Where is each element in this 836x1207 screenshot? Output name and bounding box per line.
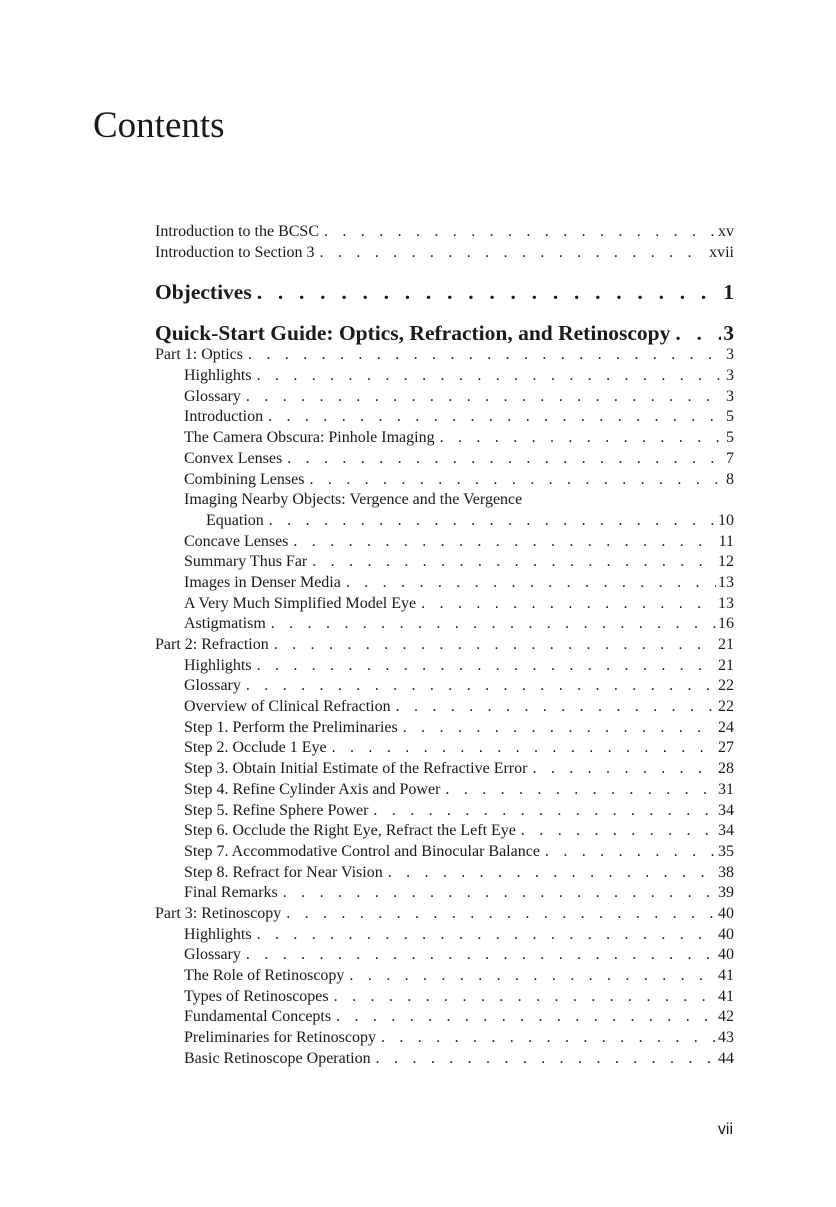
toc-entry-page: 43 [718,1029,734,1047]
toc-entry-title: Glossary [184,677,241,695]
toc-entry-quickstart[interactable] [155,321,734,345]
toc-entry-page: 40 [718,904,734,922]
dot-leader [304,470,724,491]
dot-leader [341,573,716,594]
dot-leader [527,759,716,780]
toc-subentry[interactable] [155,449,734,470]
toc-subentry[interactable] [155,470,734,491]
toc-entry-page: 24 [718,718,734,736]
toc-entry-objectives[interactable] [155,280,734,304]
dot-leader [282,449,724,470]
toc-entry-title: Part 3: Retinoscopy [155,904,282,922]
toc-entry-page: 16 [718,615,734,633]
toc-subentry[interactable] [155,759,734,780]
toc-entry-title: Step 7. Accommodative Control and Binocular Balance [184,842,540,860]
toc-entry-page: 40 [718,925,734,943]
dot-leader [264,511,716,532]
dot-leader [516,821,716,842]
toc-entry-page: 39 [718,884,734,902]
dot-leader [376,1028,716,1049]
dot-leader [243,345,724,366]
toc-entry-page: 34 [718,822,734,840]
dot-leader [368,801,716,822]
toc-entry-intro-section[interactable] [155,243,734,264]
toc-entry-title: Fundamental Concepts [184,1008,332,1026]
table-of-contents [155,222,734,1069]
toc-entry-part2[interactable] [155,635,734,656]
toc-subentry[interactable] [155,552,734,573]
toc-entry-page: 40 [718,946,734,964]
dot-leader [288,532,716,553]
dot-leader [252,366,724,387]
toc-entry-page: 12 [718,553,734,571]
toc-entry-page: 41 [718,987,734,1005]
toc-entry-page: 3 [726,387,734,405]
toc-subentry[interactable] [155,780,734,801]
toc-subentry[interactable] [155,1028,734,1049]
dot-leader [315,243,708,264]
toc-entry-title: Imaging Nearby Objects: Vergence and the Vergence [184,491,523,509]
toc-subentry[interactable] [155,594,734,615]
dot-leader [416,594,716,615]
toc-entry-title: Highlights [184,367,252,385]
toc-entry-page: 3 [726,346,734,364]
toc-entry-title: Final Remarks [184,884,278,902]
toc-entry-title: Step 1. Perform the Preliminaries [184,718,398,736]
toc-entry-page: 1 [723,280,734,305]
toc-entry-page: 11 [718,532,734,550]
dot-leader [435,428,724,449]
toc-entry-title: Glossary [184,946,241,964]
toc-subentry[interactable] [155,573,734,594]
toc-entry-title: A Very Much Simplified Model Eye [184,594,417,612]
dot-leader [269,635,716,656]
toc-entry-title: Astigmatism [184,615,266,633]
toc-entry-page: 8 [726,470,734,488]
toc-entry-page: 10 [718,511,734,529]
toc-entry-title: Step 3. Obtain Initial Estimate of the Refractive Error [184,760,528,778]
dot-leader [344,966,716,987]
toc-subentry[interactable] [155,366,734,387]
toc-entry-page: 35 [718,842,734,860]
toc-subentry-continuation[interactable] [155,511,734,532]
toc-subentry[interactable] [155,676,734,697]
toc-entry-title: Concave Lenses [184,532,289,550]
toc-entry-title: Step 8. Refract for Near Vision [184,863,383,881]
toc-entry-part1[interactable] [155,345,734,366]
toc-entry-intro-bcsc[interactable] [155,222,734,243]
toc-entry-title: Preliminaries for Retinoscopy [184,1029,376,1047]
toc-subentry[interactable] [155,697,734,718]
toc-subentry[interactable] [155,1049,734,1070]
toc-entry-title: Summary Thus Far [184,553,308,571]
toc-subentry[interactable] [155,738,734,759]
toc-entry-title: Basic Retinoscope Operation [184,1049,371,1067]
dot-leader [331,1007,716,1028]
toc-entry-page: 28 [718,760,734,778]
dot-leader [383,863,716,884]
toc-subentry[interactable] [155,945,734,966]
toc-entry-page: 13 [718,573,734,591]
dot-leader [319,222,716,243]
toc-entry-title: Highlights [184,656,252,674]
spacer [155,263,734,280]
dot-leader [398,718,716,739]
toc-entry-title: Introduction [184,408,264,426]
toc-entry-title: Introduction to the BCSC [155,223,319,240]
toc-entry-page: 3 [723,321,734,346]
toc-entry-title: Types of Retinoscopes [184,987,329,1005]
dot-leader [327,738,716,759]
toc-entry-page: 44 [718,1049,734,1067]
toc-entry-page: 38 [718,863,734,881]
toc-entry-title: Combining Lenses [184,470,305,488]
page-title: Contents [93,105,225,146]
toc-entry-part3[interactable] [155,904,734,925]
toc-entry-title: The Role of Retinoscopy [184,967,345,984]
toc-entry-title: Part 1: Optics [155,346,243,364]
toc-entry-page: 41 [718,967,734,984]
page-number: vii [717,1121,733,1138]
toc-entry-page: 5 [726,408,734,426]
toc-entry-page: 27 [718,739,734,757]
dot-leader [252,925,716,946]
toc-entry-title: Overview of Clinical Refraction [184,698,391,716]
dot-leader [241,676,716,697]
dot-leader [391,697,716,718]
toc-entry-page: 21 [718,656,734,674]
toc-entry-page: 34 [718,801,734,819]
toc-entry-page: 7 [726,449,734,467]
toc-subentry[interactable] [155,966,734,987]
dot-leader [281,904,716,925]
toc-subentry[interactable] [155,387,734,408]
toc-entry-title: Step 2. Occlude 1 Eye [184,739,327,757]
toc-subentry[interactable] [155,1007,734,1028]
toc-subentry[interactable] [155,883,734,904]
toc-subentry[interactable] [155,532,734,553]
toc-subentry[interactable] [155,821,734,842]
toc-subentry[interactable] [155,428,734,449]
toc-entry-title: Quick-Start Guide: Optics, Refraction, and Retinoscopy [155,321,671,346]
toc-entry-page: 3 [726,367,734,385]
toc-entry-title-continuation: Equation [206,511,264,529]
dot-leader [329,987,716,1008]
dot-leader [540,842,716,863]
toc-subentry[interactable] [155,925,734,946]
toc-entry-page: 21 [718,636,734,653]
toc-entry-title: Step 5. Refine Sphere Power [184,801,369,819]
toc-entry-title: Highlights [184,925,252,943]
toc-entry-page: 22 [718,698,734,716]
toc-entry-page: xvii [709,243,734,261]
toc-entry-title: Convex Lenses [184,449,283,467]
toc-subentry[interactable] [155,987,734,1008]
dot-leader [670,321,721,345]
dot-leader [266,614,716,635]
toc-entry-page: 42 [718,1008,734,1026]
toc-entry-title: Objectives [155,280,252,305]
toc-subentry[interactable] [155,842,734,863]
toc-entry-title: Step 6. Occlude the Right Eye, Refract the Left Eye [184,822,516,840]
toc-entry-page: 31 [718,780,734,798]
spacer [155,304,734,321]
dot-leader [307,552,716,573]
toc-entry-title: Part 2: Refraction [155,636,269,653]
dot-leader [241,945,716,966]
toc-subentry[interactable] [155,863,734,884]
toc-entry-title: Step 4. Refine Cylinder Axis and Power [184,780,441,798]
dot-leader [252,656,716,677]
toc-entry-title: Images in Denser Media [184,573,341,591]
dot-leader [252,280,722,304]
toc-entry-page: xv [718,223,734,240]
toc-subentry[interactable] [155,801,734,822]
toc-entry-title: The Camera Obscura: Pinhole Imaging [184,429,435,447]
toc-subentry[interactable] [155,656,734,677]
dot-leader [371,1049,716,1070]
toc-subentry[interactable] [155,614,734,635]
toc-subentry[interactable] [155,407,734,428]
toc-entry-page: 22 [718,677,734,695]
toc-entry-page: 13 [718,594,734,612]
dot-leader [278,883,716,904]
toc-entry-page: 5 [726,429,734,447]
dot-leader [263,407,724,428]
toc-subentry[interactable] [155,718,734,739]
dot-leader [440,780,716,801]
toc-subentry-first-line[interactable] [155,490,734,511]
toc-entry-title: Glossary [184,387,241,405]
dot-leader [241,387,724,408]
toc-entry-title: Introduction to Section 3 [155,243,315,261]
